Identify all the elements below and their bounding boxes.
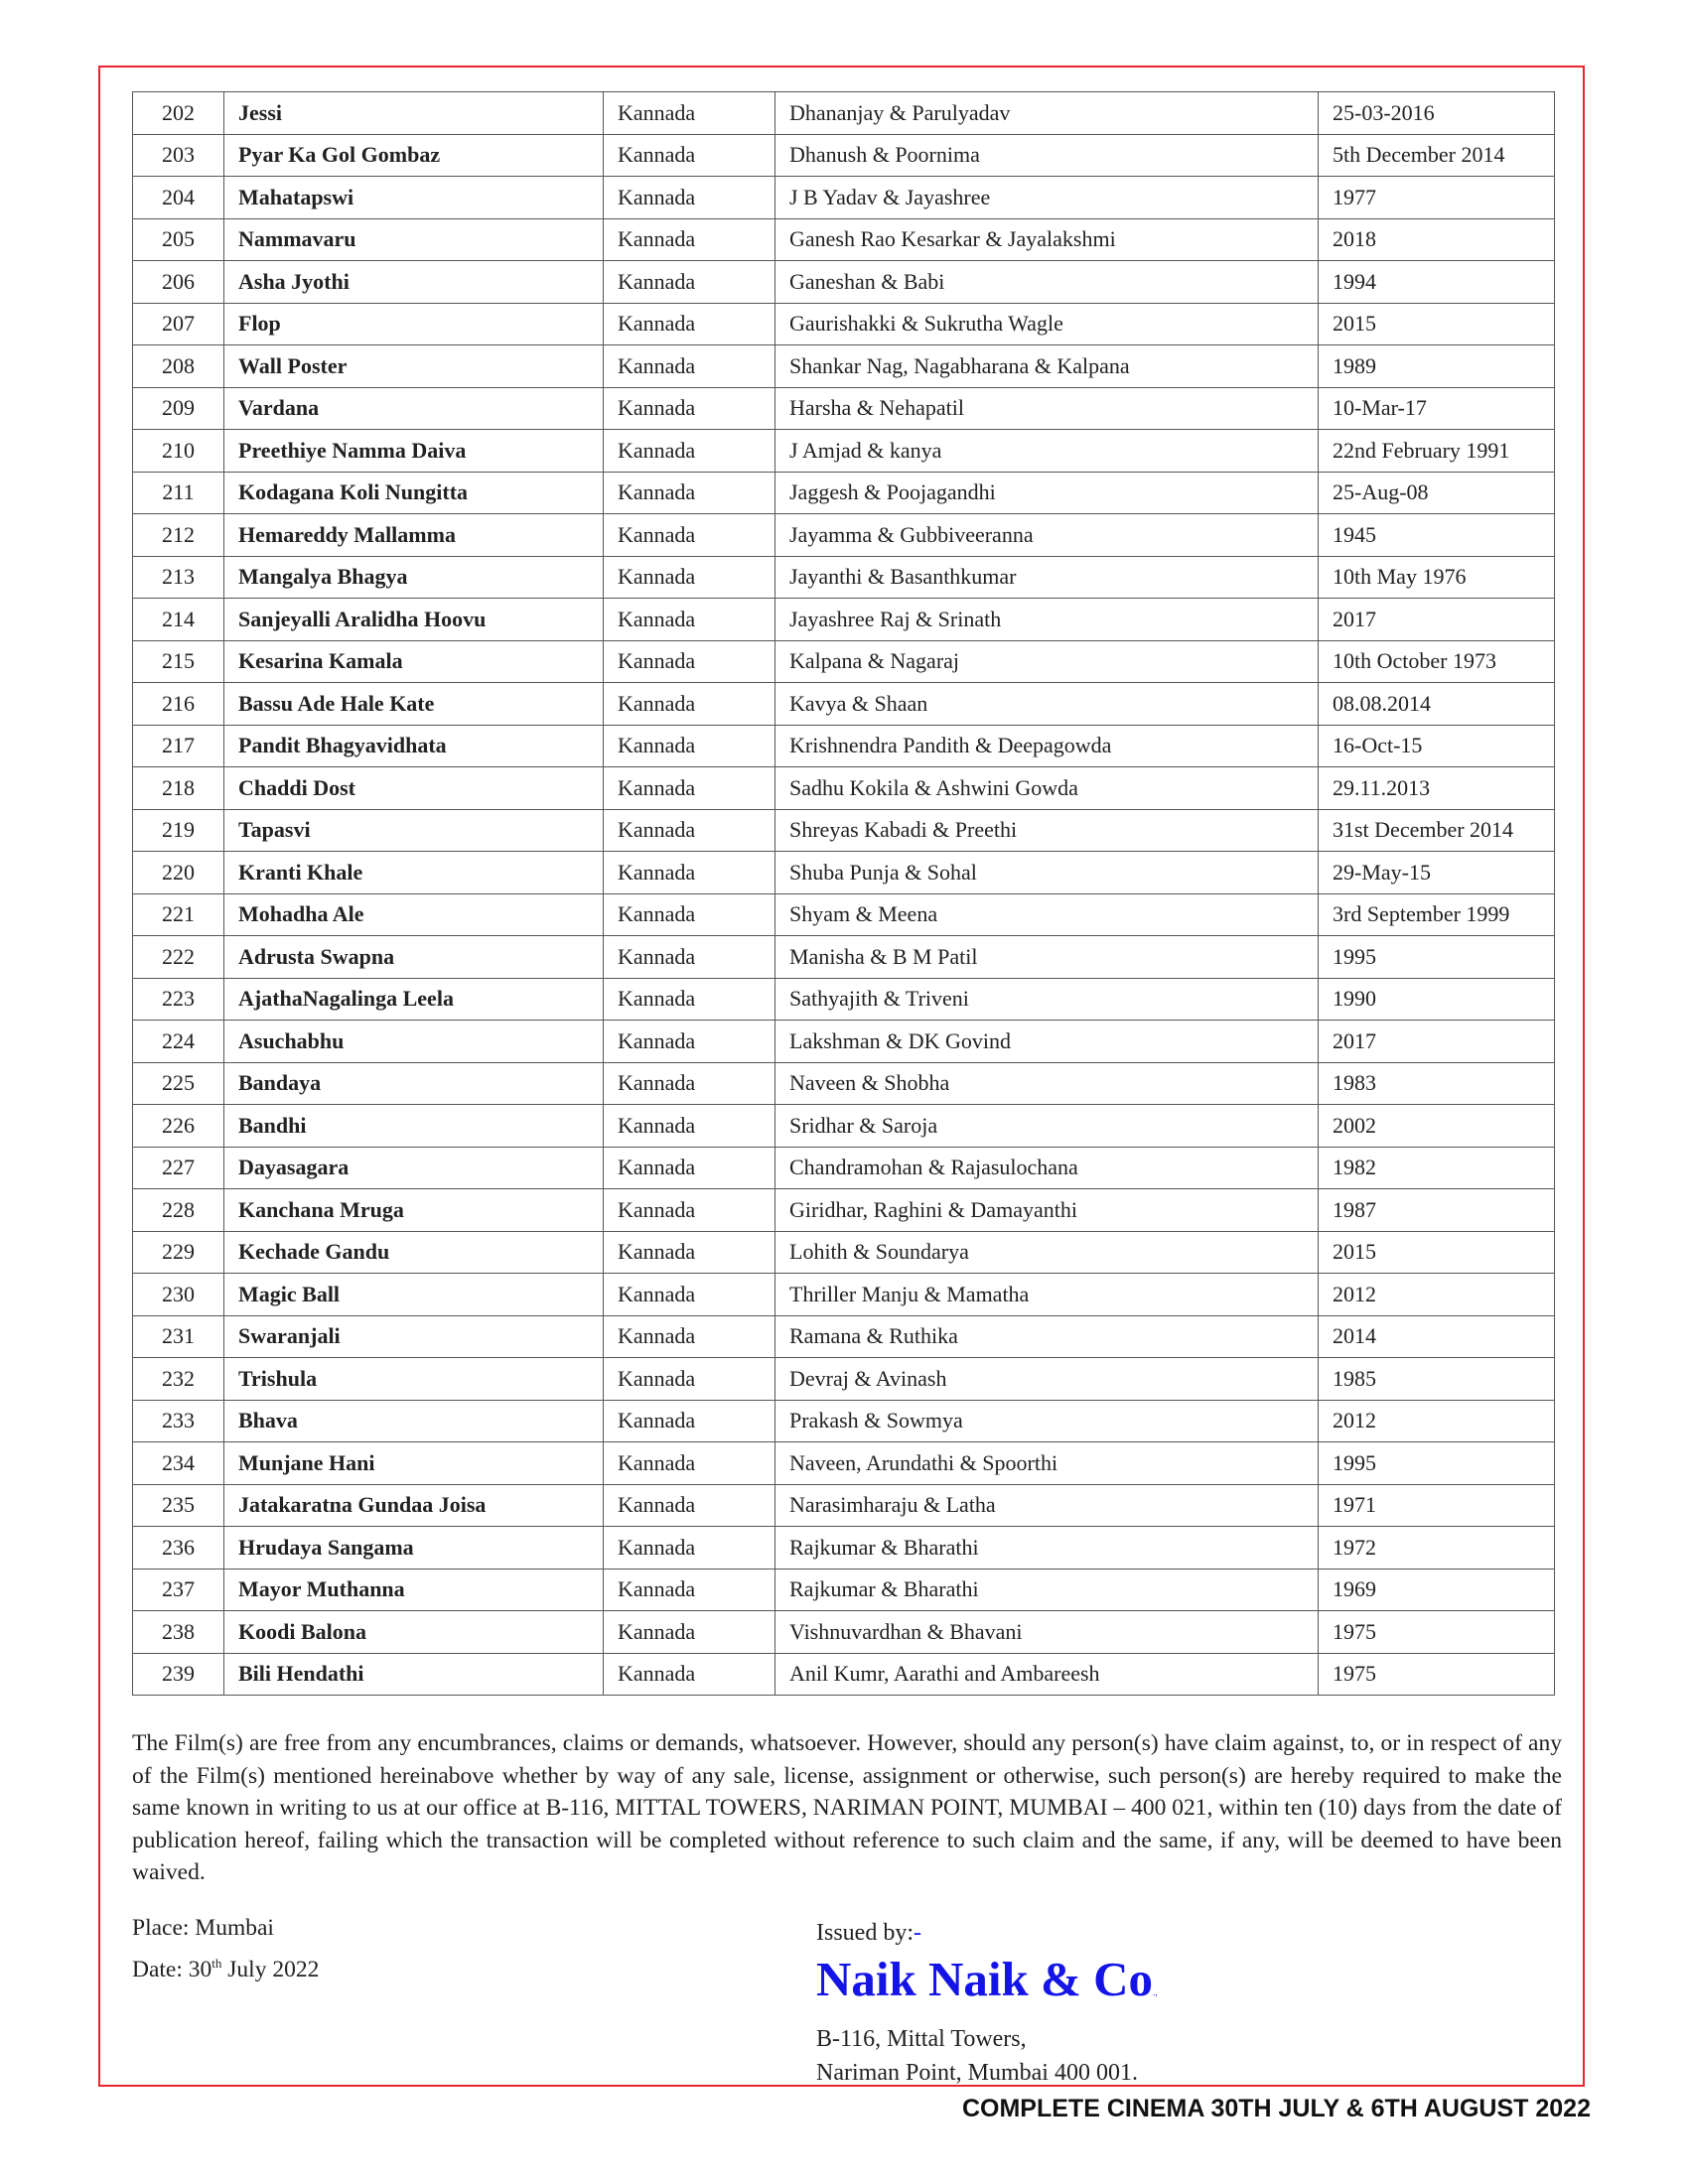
film-cast: Shankar Nag, Nagabharana & Kalpana [775,345,1319,388]
film-title: Sanjeyalli Aralidha Hoovu [224,599,604,641]
film-number: 203 [133,134,224,177]
film-language: Kannada [604,218,775,261]
date-ordinal: th [211,1956,222,1971]
film-language: Kannada [604,1400,775,1442]
issued-by-dash: - [914,1920,921,1946]
film-cast: Sadhu Kokila & Ashwini Gowda [775,767,1319,810]
film-number: 206 [133,261,224,304]
place-date-block [132,1910,319,1987]
table-row [133,514,1555,557]
film-release: 08.08.2014 [1319,683,1555,726]
film-cast: Dhananjay & Parulyadav [775,92,1319,135]
film-number: 223 [133,978,224,1021]
film-number: 220 [133,852,224,894]
film-release: 1983 [1319,1062,1555,1105]
firm-address-line-2: Nariman Point, Mumbai 400 001. [816,2060,1138,2086]
film-release: 10-Mar-17 [1319,387,1555,430]
film-language: Kannada [604,177,775,219]
film-title: Hrudaya Sangama [224,1527,604,1570]
film-cast: Shyam & Meena [775,893,1319,936]
table-row [133,893,1555,936]
film-title: Swaranjali [224,1315,604,1358]
firm-name [816,1950,1157,2022]
film-cast: Ramana & Ruthika [775,1315,1319,1358]
film-cast: Manisha & B M Patil [775,936,1319,979]
film-language: Kannada [604,556,775,599]
firm-name-text: Naik Naik & Co [816,1952,1153,2006]
film-release: 31st December 2014 [1319,809,1555,852]
film-release: 2014 [1319,1315,1555,1358]
film-language: Kannada [604,725,775,767]
film-number: 233 [133,1400,224,1442]
table-row [133,556,1555,599]
film-cast: Lohith & Soundarya [775,1231,1319,1274]
film-language: Kannada [604,1653,775,1696]
film-release: 1995 [1319,936,1555,979]
film-title: Wall Poster [224,345,604,388]
film-language: Kannada [604,683,775,726]
film-language: Kannada [604,1569,775,1611]
table-row [133,978,1555,1021]
film-language: Kannada [604,1021,775,1063]
film-cast: Harsha & Nehapatil [775,387,1319,430]
film-title: Bandhi [224,1105,604,1148]
film-number: 232 [133,1358,224,1401]
film-title: Preethiye Namma Daiva [224,430,604,473]
film-release: 25-03-2016 [1319,92,1555,135]
film-number: 214 [133,599,224,641]
films-table-body [133,92,1555,1696]
film-number: 215 [133,640,224,683]
film-release: 10th May 1976 [1319,556,1555,599]
table-row [133,599,1555,641]
film-number: 217 [133,725,224,767]
table-row [133,725,1555,767]
film-cast: J Amjad & kanya [775,430,1319,473]
film-number: 210 [133,430,224,473]
film-number: 236 [133,1527,224,1570]
film-number: 211 [133,472,224,514]
film-cast: Shuba Punja & Sohal [775,852,1319,894]
film-release: 2012 [1319,1400,1555,1442]
film-cast: Naveen & Shobha [775,1062,1319,1105]
table-row [133,218,1555,261]
film-language: Kannada [604,303,775,345]
film-cast: Anil Kumr, Aarathi and Ambareesh [775,1653,1319,1696]
film-language: Kannada [604,852,775,894]
film-cast: Kavya & Shaan [775,683,1319,726]
film-release: 1977 [1319,177,1555,219]
film-cast: J B Yadav & Jayashree [775,177,1319,219]
table-row [133,1062,1555,1105]
table-row [133,809,1555,852]
film-release: 2018 [1319,218,1555,261]
film-language: Kannada [604,767,775,810]
film-cast: Ganeshan & Babi [775,261,1319,304]
film-cast: Sridhar & Saroja [775,1105,1319,1148]
film-cast: Ganesh Rao Kesarkar & Jayalakshmi [775,218,1319,261]
film-release: 10th October 1973 [1319,640,1555,683]
firm-address-line-1: B-116, Mittal Towers, [816,2026,1027,2052]
film-cast: Kalpana & Nagaraj [775,640,1319,683]
film-cast: Jayanthi & Basanthkumar [775,556,1319,599]
film-cast: Narasimharaju & Latha [775,1484,1319,1527]
film-number: 237 [133,1569,224,1611]
film-title: Dayasagara [224,1147,604,1189]
table-row [133,1569,1555,1611]
place-line: Place: Mumbai [132,1915,274,1941]
film-title: Mohadha Ale [224,893,604,936]
film-number: 208 [133,345,224,388]
film-title: Tapasvi [224,809,604,852]
film-language: Kannada [604,1358,775,1401]
film-cast: Jayashree Raj & Srinath [775,599,1319,641]
film-number: 229 [133,1231,224,1274]
film-cast: Chandramohan & Rajasulochana [775,1147,1319,1189]
film-number: 204 [133,177,224,219]
film-language: Kannada [604,1147,775,1189]
film-release: 29.11.2013 [1319,767,1555,810]
date-suffix: July 2022 [221,1956,320,1982]
film-title: Nammavaru [224,218,604,261]
table-row [133,177,1555,219]
film-release: 1971 [1319,1484,1555,1527]
film-title: Koodi Balona [224,1611,604,1654]
film-release: 1990 [1319,978,1555,1021]
film-cast: Prakash & Sowmya [775,1400,1319,1442]
film-number: 221 [133,893,224,936]
table-row [133,1105,1555,1148]
film-release: 2015 [1319,303,1555,345]
issued-by-label [816,1916,1157,1950]
issuer-block [816,1916,1157,2090]
film-language: Kannada [604,430,775,473]
film-title: Bandaya [224,1062,604,1105]
table-row [133,261,1555,304]
film-cast: Rajkumar & Bharathi [775,1527,1319,1570]
date-prefix: Date: 30 [132,1956,212,1982]
table-row [133,1231,1555,1274]
table-row [133,936,1555,979]
film-number: 218 [133,767,224,810]
film-cast: Naveen, Arundathi & Spoorthi [775,1442,1319,1485]
film-release: 2017 [1319,599,1555,641]
film-title: Vardana [224,387,604,430]
film-language: Kannada [604,809,775,852]
film-title: Pyar Ka Gol Gombaz [224,134,604,177]
table-row [133,1358,1555,1401]
film-number: 228 [133,1189,224,1232]
film-title: Bassu Ade Hale Kate [224,683,604,726]
film-language: Kannada [604,514,775,557]
film-number: 222 [133,936,224,979]
film-cast: Giridhar, Raghini & Damayanthi [775,1189,1319,1232]
film-release: 1969 [1319,1569,1555,1611]
film-cast: Lakshman & DK Govind [775,1021,1319,1063]
film-release: 29-May-15 [1319,852,1555,894]
film-language: Kannada [604,1315,775,1358]
film-number: 212 [133,514,224,557]
film-title: Munjane Hani [224,1442,604,1485]
table-row [133,852,1555,894]
film-release: 1975 [1319,1653,1555,1696]
film-title: Jatakaratna Gundaa Joisa [224,1484,604,1527]
film-language: Kannada [604,472,775,514]
film-title: Kanchana Mruga [224,1189,604,1232]
films-table [132,91,1555,1696]
film-title: Kechade Gandu [224,1231,604,1274]
table-row [133,92,1555,135]
film-title: Trishula [224,1358,604,1401]
film-release: 2015 [1319,1231,1555,1274]
film-number: 205 [133,218,224,261]
film-title: Kesarina Kamala [224,640,604,683]
film-cast: Krishnendra Pandith & Deepagowda [775,725,1319,767]
table-row [133,1274,1555,1316]
table-row [133,472,1555,514]
film-language: Kannada [604,1231,775,1274]
film-language: Kannada [604,1611,775,1654]
film-release: 1975 [1319,1611,1555,1654]
film-language: Kannada [604,92,775,135]
film-number: 226 [133,1105,224,1148]
film-title: Kranti Khale [224,852,604,894]
film-title: Hemareddy Mallamma [224,514,604,557]
table-row [133,683,1555,726]
table-row [133,345,1555,388]
film-cast: Vishnuvardhan & Bhavani [775,1611,1319,1654]
film-number: 227 [133,1147,224,1189]
film-language: Kannada [604,936,775,979]
film-number: 235 [133,1484,224,1527]
film-language: Kannada [604,640,775,683]
film-number: 207 [133,303,224,345]
film-release: 2002 [1319,1105,1555,1148]
film-language: Kannada [604,599,775,641]
film-cast: Dhanush & Poornima [775,134,1319,177]
table-row [133,387,1555,430]
film-language: Kannada [604,1274,775,1316]
film-release: 1945 [1319,514,1555,557]
table-row [133,1653,1555,1696]
film-number: 231 [133,1315,224,1358]
date-line [132,1946,319,1987]
table-row [133,1189,1555,1232]
film-cast: Gaurishakki & Sukrutha Wagle [775,303,1319,345]
film-title: Magic Ball [224,1274,604,1316]
film-number: 234 [133,1442,224,1485]
film-language: Kannada [604,1484,775,1527]
film-release: 1994 [1319,261,1555,304]
film-number: 225 [133,1062,224,1105]
film-title: Pandit Bhagyavidhata [224,725,604,767]
film-number: 238 [133,1611,224,1654]
table-row [133,1442,1555,1485]
publication-footer: COMPLETE CINEMA 30TH JULY & 6TH AUGUST 2022 [961,2095,1591,2122]
film-title: Mahatapswi [224,177,604,219]
film-language: Kannada [604,1105,775,1148]
film-title: Chaddi Dost [224,767,604,810]
film-title: Jessi [224,92,604,135]
film-language: Kannada [604,1189,775,1232]
table-row [133,1400,1555,1442]
film-number: 224 [133,1021,224,1063]
film-title: Mangalya Bhagya [224,556,604,599]
film-release: 1985 [1319,1358,1555,1401]
film-title: Mayor Muthanna [224,1569,604,1611]
table-row [133,640,1555,683]
film-release: 1982 [1319,1147,1555,1189]
film-cast: Rajkumar & Bharathi [775,1569,1319,1611]
film-release: 22nd February 1991 [1319,430,1555,473]
film-release: 1972 [1319,1527,1555,1570]
film-release: 25-Aug-08 [1319,472,1555,514]
table-row [133,1527,1555,1570]
film-title: Asha Jyothi [224,261,604,304]
film-release: 1989 [1319,345,1555,388]
film-title: Flop [224,303,604,345]
film-title: Kodagana Koli Nungitta [224,472,604,514]
claims-notice: The Film(s) are free from any encumbrances, claims or demands, whatsoever. However, should any person(s) have claim against, to, or in respect of any of the Film(s) mentioned hereinabove whether by way of any sale, license, assignment or otherwise, such person(s) are hereby required to make the same known in writing to us at our office at B-116, MITTAL TOWERS, NARIMAN POINT, MUMBAI – 400 021, within ten (10) days from the date of publication hereof, failing which the transaction will be completed without reference to such claim and the same, if any, will be deemed to have been waived. [132,1730,1562,1886]
firm-name-suffix: ., [1152,1987,1158,1997]
table-row [133,1021,1555,1063]
film-cast: Devraj & Avinash [775,1358,1319,1401]
table-row [133,134,1555,177]
table-row [133,1611,1555,1654]
film-title: Adrusta Swapna [224,936,604,979]
film-language: Kannada [604,387,775,430]
film-release: 2012 [1319,1274,1555,1316]
film-number: 219 [133,809,224,852]
table-row [133,303,1555,345]
film-title: Bhava [224,1400,604,1442]
table-row [133,767,1555,810]
film-cast: Jayamma & Gubbiveeranna [775,514,1319,557]
film-number: 209 [133,387,224,430]
film-release: 16-Oct-15 [1319,725,1555,767]
film-release: 5th December 2014 [1319,134,1555,177]
table-row [133,1484,1555,1527]
film-language: Kannada [604,978,775,1021]
film-title: Bili Hendathi [224,1653,604,1696]
film-language: Kannada [604,1062,775,1105]
film-number: 230 [133,1274,224,1316]
film-cast: Shreyas Kabadi & Preethi [775,809,1319,852]
table-row [133,430,1555,473]
film-title: AjathaNagalinga Leela [224,978,604,1021]
film-language: Kannada [604,1442,775,1485]
film-number: 202 [133,92,224,135]
film-cast: Jaggesh & Poojagandhi [775,472,1319,514]
film-cast: Sathyajith & Triveni [775,978,1319,1021]
film-language: Kannada [604,134,775,177]
film-number: 216 [133,683,224,726]
film-language: Kannada [604,1527,775,1570]
film-language: Kannada [604,261,775,304]
table-row [133,1315,1555,1358]
film-language: Kannada [604,893,775,936]
film-number: 239 [133,1653,224,1696]
film-release: 1987 [1319,1189,1555,1232]
film-release: 3rd September 1999 [1319,893,1555,936]
film-title: Asuchabhu [224,1021,604,1063]
film-language: Kannada [604,345,775,388]
film-release: 1995 [1319,1442,1555,1485]
issued-by-text: Issued by: [816,1920,914,1946]
film-cast: Thriller Manju & Mamatha [775,1274,1319,1316]
table-row [133,1147,1555,1189]
film-release: 2017 [1319,1021,1555,1063]
film-number: 213 [133,556,224,599]
